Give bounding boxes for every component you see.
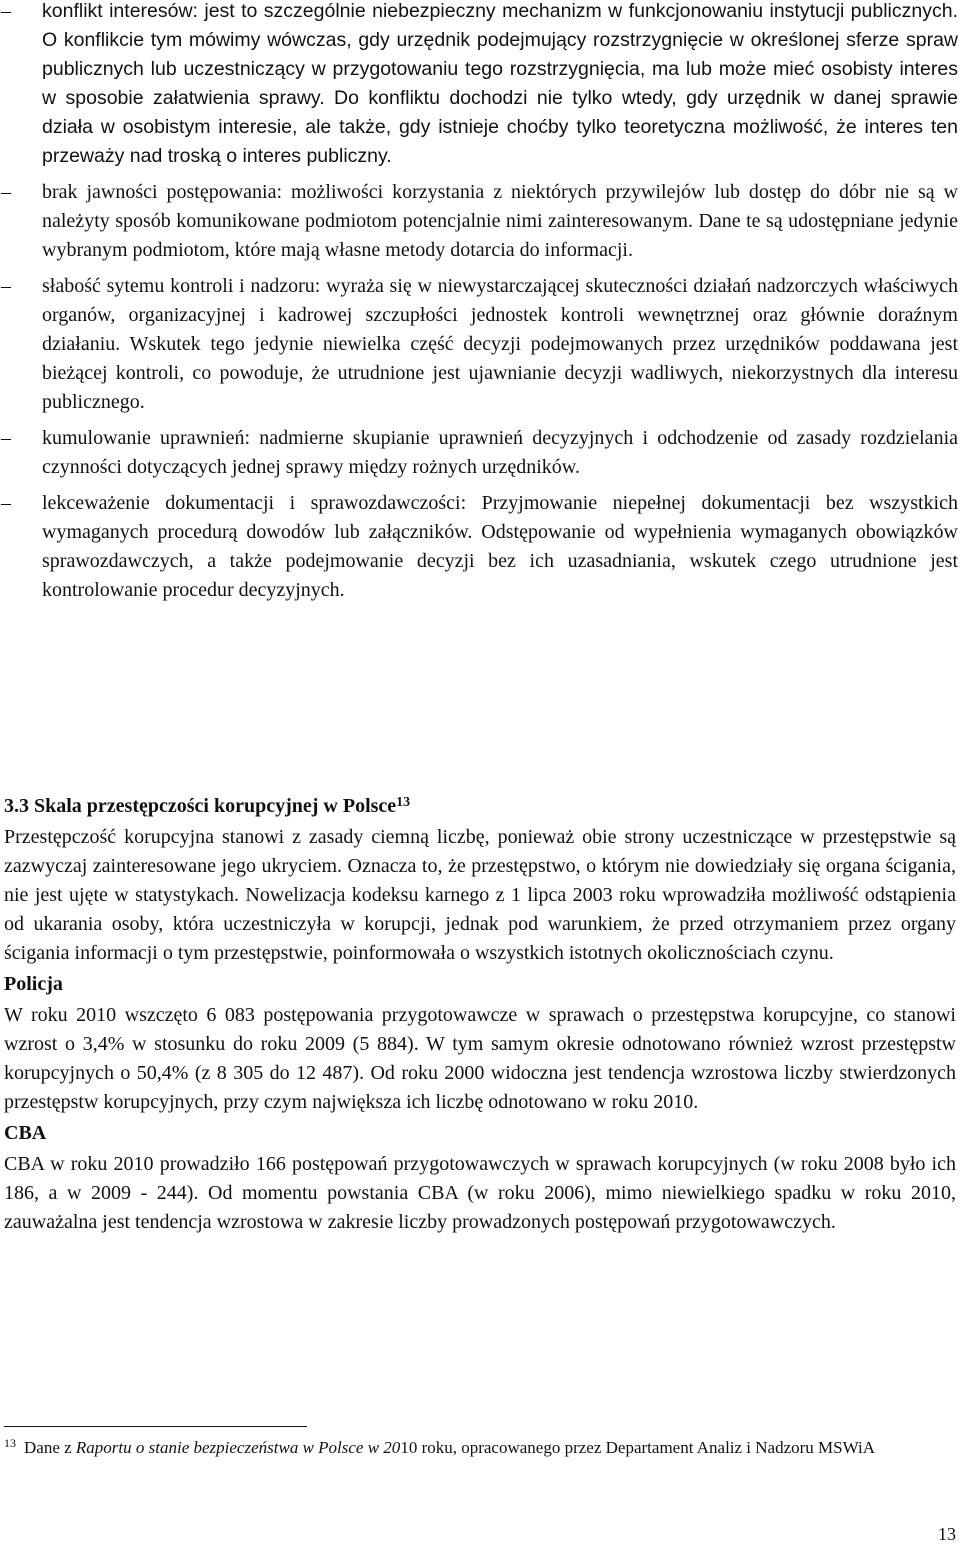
section-intro-paragraph: Przestępczość korupcyjna stanowi z zasady ciemną liczbę, ponieważ obie strony uczestniczące w przestępstwie są zazwyczaj zainteresowane jego ukryciem. Oznacza to, że przestępstwo, o którym nie dowiedziały się organa ścigania, nie jest ujęte w statystykach. Nowelizacja kodeksu karnego z 1 lipca 2003 roku wprowadziła możliwość odstąpienia od ukarania osoby, która uczestniczyła w korupcji, jednak pod warunkiem, że przed otrzymaniem przez organy ścigania informacji o tym przestępstwie, poinformowała o wszystkich istotnych okolicznościach czynu. [4,826,956,964]
footnote-source-title: Raportu o stanie bezpieczeństwa w Polsce w 20 [75,1438,401,1457]
footnote-divider [4,1426,307,1427]
list-item-text: słabość sytemu kontroli i nadzoru: wyraża się w niewystarczającej skuteczności działań nadzorczych właściwych organów, organizacyjnej i kadrowej szczupłości jednostek kontroli wewnętrznej oraz głównie doraźnym działaniu. Wskutek tego jedynie niewielka część decyzji podejmowanych przez urzędników poddawana jest bieżącej kontroli, co powoduje, że utrudnione jest ujawnianie decyzji wadliwych, niekorzystnych dla interesu publicznego. [42,275,958,413]
dash-bullet: – [1,181,11,203]
dash-bullet: – [1,275,11,297]
footnote [4,1434,956,1461]
risk-factor-list [0,0,958,612]
list-item-text: lekceważenie dokumentacji i sprawozdawczości: Przyjmowanie niepełnej dokumentacji bez wszystkich wymaganych procedurą dowodów lub załączników. Odstępowanie od wypełnienia wymaganych obowiązków sprawozdawczych, a także podejmowanie decyzji bez ich uzasadniania, wskutek czego utrudnione jest kontrolowanie procedur decyzyjnych. [42,492,958,601]
footnote-prefix: Dane z [24,1438,76,1457]
dash-bullet: – [1,492,11,514]
footnote-reference[interactable]: 13 [396,795,411,810]
list-item-text: konflikt interesów: jest to szczególnie niebezpieczny mechanizm w funkcjonowaniu instytucji publicznych. O konflikcie tym mówimy wówczas, gdy urzędnik podejmujący rozstrzygnięcie w określonej sferze spraw publicznych lub uczestniczący w przygotowaniu tego rozstrzygnięcia, ma lub może mieć osobisty interes w sposobie załatwienia sprawy. Do konfliktu dochodzi nie tylko wtedy, gdy urzędnik w danej sprawie działa w osobistym interesie, ale także, gdy istnieje choćby tylko teoretyczna możliwość, że interes ten przeważy nad troską o interes publiczny. [42,0,958,167]
list-item-text: brak jawności postępowania: możliwości korzystania z niektórych przywilejów lub dostęp do dóbr nie są w należyty sposób komunikowane podmiotom potencjalnie nimi zainteresowanym. Dane te są udostępniane jedynie wybranym podmiotom, które mają własne metody dotarcia do informacji. [42,181,958,261]
section-heading [4,792,956,821]
cba-heading: CBA [4,1122,47,1144]
list-item [0,272,958,417]
cba-paragraph: CBA w roku 2010 prowadziło 166 postępowań przygotowawczych w sprawach korupcyjnych (w roku 2008 było ich 186, a w 2009 - 244). Od momentu powstania CBA (w roku 2006), mimo niewielkiego spadku w roku 2010, zauważalna jest tendencja wzrostowa w zakresie liczby prowadzonych postępowań przygotowawczych. [4,1153,956,1233]
list-item [0,424,958,482]
policja-paragraph: W roku 2010 wszczęto 6 083 postępowania przygotowawcze w sprawach o przestępstwa korupcyjne, co stanowi wzrost o 3,4% w stosunku do roku 2009 (5 884). W tym samym okresie odnotowano również wzrost przestępstw korupcyjnych o 50,4% (z 8 305 do 12 487). Od roku 2000 widoczna jest tendencja wzrostowa liczby stwierdzonych przestępstw korupcyjnych, przy czym największa ich liczbę odnotowano w roku 2010. [4,1004,956,1113]
list-item [0,0,958,171]
footnote-suffix: 10 roku, opracowanego przez Departament Analiz i Nadzoru MSWiA [400,1438,875,1457]
list-item [0,489,958,605]
dash-bullet: – [1,0,11,22]
list-item [0,178,958,265]
page-number: 13 [938,1524,956,1544]
list-item-text: kumulowanie uprawnień: nadmierne skupianie uprawnień decyzyjnych i odchodzenie od zasady rozdzielania czynności dotyczących jednej sprawy między rożnych urzędników. [42,427,958,478]
policja-heading: Policja [4,973,63,995]
footnote-number: 13 [4,1436,16,1450]
section-corruption-scale [4,792,956,1237]
section-heading-text: 3.3 Skala przestępczości korupcyjnej w Polsce [4,795,397,817]
dash-bullet: – [1,427,11,449]
